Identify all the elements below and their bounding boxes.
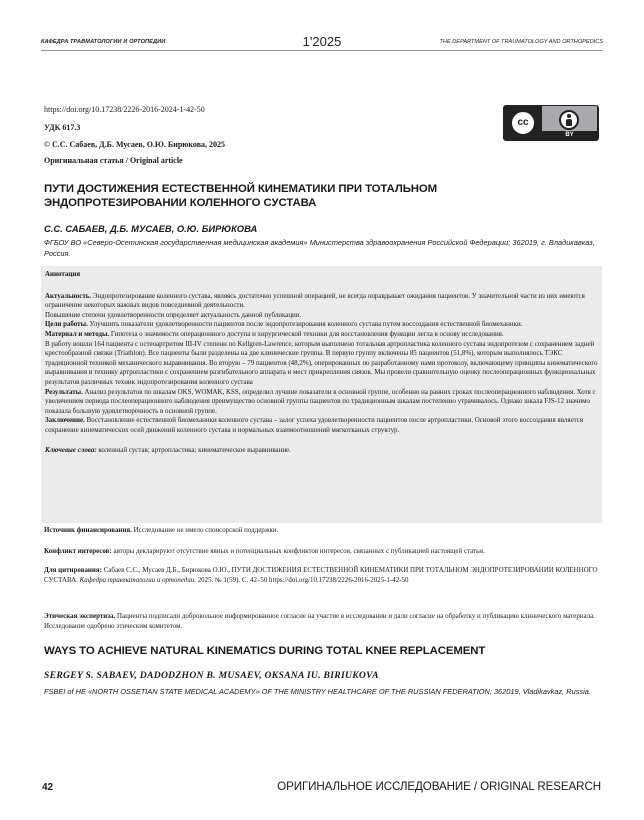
issue-number: 1'2025	[302, 34, 342, 49]
citation-journal: Кафедра травматологии и ортопедии.	[79, 575, 196, 584]
authors-en: SERGEY S. SABAEV, DADODZHON B. MUSAEV, OKSANA IU. BIRIUKOVA	[44, 670, 379, 681]
results-text: Анализ результатов по шкалам OKS, WOMAK, KSS, определил лучшие показатели в основной группе, особенно на ранних сроках послеоперационного наблюдения. Хотя с увеличением периода послеоперационного наблюдения преимущество основной группы пациентов по традиционным шкалам постепенно утрачивалось. Однако шкала FJS-12 значимо показала большую удовлетворенность в основной группе.	[45, 387, 596, 415]
ethics-label: Этическая экспертиза.	[44, 612, 116, 620]
authors-ru: С.С. САБАЕВ, Д.Б. МУСАЕВ, О.Ю. БИРЮКОВА	[44, 223, 258, 234]
citation-tail[interactable]: 2025. № 1(59). С. 42–50 https://doi.org/10.17238/2226-2016-2025-1-42-50	[197, 575, 409, 584]
journal-name-en: THE DEPARTMENT OF TRAUMATOLOGY AND ORTHOPEDICS	[439, 39, 603, 45]
journal-name-ru: КАФЕДРА ТРАВМАТОЛОГИИ И ОРТОПЕДИИ	[41, 39, 166, 45]
abstract-relevance	[45, 292, 598, 311]
cc-logo-icon: cc	[510, 110, 536, 136]
methods-text-2: В работу вошли 164 пациента с остеоартритом III-IV степени по Kellgren-Lawrence, которым выполнено тотальная артропластика коленного сустава эндопротезом с сохранением задней крестообразной связки (Triathlon). Все пациенты были разделены на две клинические группы. В первую группу включены 85 пациентов (51,8%), которым выполнялось ТЭКС традиционной техникой механического выравнивания. Во вторую – 79 пациентов (48,2%), оперированных по разработанному нами протоколу, включающему принципы кинематического выравнивания и технику артропластики с сохранением разгибательного аппарата и мест прикрепления связок. Мы провели сравнительную оценку послеоперационных функциональных результатов различных техник эндопротезирования коленного сустава	[45, 339, 598, 386]
affiliation-ru: ФГБОУ ВО «Северо-Осетинская государственная медицинская академия» Министерства здравоохранения Российской Федерации; 362019, г. Владикавказ, Россия.	[44, 238, 595, 258]
article-title-en: WAYS TO ACHIEVE NATURAL KINEMATICS DURING TOTAL KNEE REPLACEMENT	[44, 645, 486, 657]
aim-label: Цели работы.	[45, 320, 88, 329]
ethics-text: Пациенты подписали добровольное информированное согласие на участие в исследовании и дали согласие на обработку и публикацию клинического материала. Исследование одобрено этическим комитетом.	[44, 612, 595, 630]
aim-text: Улучшить показатели удовлетворенности пациентов после эндопротезирования коленного сустава путем воссоздания естественной биомеханики.	[89, 320, 523, 329]
funding-label: Источник финансирования.	[44, 526, 132, 534]
abstract-keywords	[45, 446, 598, 456]
conclusion-label: Заключение.	[45, 416, 85, 425]
header-divider	[41, 50, 603, 51]
cc-logo-panel	[504, 106, 542, 139]
abstract-heading: Аннотация	[45, 270, 81, 278]
affiliation-en: FSBEI of HE «NORTH OSSETIAN STATE MEDICAL ACADEMY» OF THE MINISTRY HEALTHCARE OF THE RUSSIAN FEDERATION; 362019, Vladikavkaz, Russia.	[44, 687, 591, 696]
citation-text: Сабаев С.С., Мусаев Д.Б., Бирюкова О.Ю., ПУТИ ДОСТИЖЕНИЯ ЕСТЕСТВЕННОЙ КИНЕМАТИКИ ПРИ ТОТАЛЬНОМ ЭНДОПРОТЕЗИРОВАНИИ КОЛЕННОГО СУСТАВА.	[44, 566, 598, 584]
methods-text: Гипотеза о значимости операционного доступа и хирургической техники для восстановления функции легла в основу исследования.	[110, 329, 504, 338]
section-title: ОРИГИНАЛЬНОЕ ИССЛЕДОВАНИЕ / ORIGINAL RESEARCH	[277, 780, 601, 793]
relevance-text-2: Повышение степени удовлетворенности определяет актуальность данной публикации.	[45, 310, 302, 319]
relevance-label: Актуальность.	[45, 291, 92, 300]
abstract-methods	[45, 330, 598, 340]
article-title-ru: ПУТИ ДОСТИЖЕНИЯ ЕСТЕСТВЕННОЙ КИНЕМАТИКИ ПРИ ТОТАЛЬНОМ ЭНДОПРОТЕЗИРОВАНИИ КОЛЕННОГО СУСТАВА	[44, 183, 438, 209]
doi-link[interactable]: https://doi.org/10.17238/2226-2016-2024-1-42-50	[44, 105, 205, 114]
abstract-results	[45, 388, 598, 417]
article-type: Оригинальная статья / Original article	[44, 156, 183, 165]
cc-by-license-badge[interactable]	[503, 105, 599, 141]
citation-block	[44, 566, 602, 585]
conflict-statement	[44, 547, 602, 557]
ethics-statement	[44, 612, 602, 631]
udk-code: УДК 617.3	[44, 123, 81, 132]
copyright: © С.С. Сабаев, Д.Б. Мусаев, О.Ю. Бирюкова, 2025	[44, 140, 226, 149]
methods-label: Материал и методы.	[45, 329, 110, 338]
keywords-text: коленный сустав; артропластика; кинематическое выравнивание.	[98, 445, 291, 454]
abstract-conclusion	[45, 416, 598, 435]
abstract-box	[41, 266, 602, 523]
citation-label: Для цитирования:	[44, 566, 102, 574]
conflict-text: авторы декларируют отсутствие явных и потенциальных конфликтов интересов, связанных с публикацией настоящей статьи.	[113, 547, 485, 555]
keywords-label: Ключевые слова:	[45, 445, 97, 454]
conclusion-text: Восстановление естественной биомеханики коленного сустава – залог успеха удовлетворенности пациентов после артропластики. Основой этого воссоздания является сохранение кинематических осей движений коленного сустава и нормальных взаимоотношений мягкотканых структур.	[45, 416, 584, 434]
conflict-label: Конфликт интересов:	[44, 547, 112, 555]
abstract-aim	[45, 320, 598, 330]
by-label: BY	[542, 131, 597, 139]
relevance-text: Эндопротезирование коленного сустава, являясь достаточно успешной операцией, не всегда оправдывает ожидания пациентов. У значительной части из них имеются ограничение некоторых важных видов повседневной деятельности.	[45, 291, 585, 310]
abstract-spacer	[45, 436, 598, 446]
funding-statement	[44, 526, 602, 536]
results-label: Результаты.	[45, 387, 83, 396]
page-number: 42	[42, 782, 54, 793]
funding-text: Исследование не имело спонсорской поддержки.	[133, 526, 279, 534]
attribution-person-icon	[559, 110, 579, 130]
